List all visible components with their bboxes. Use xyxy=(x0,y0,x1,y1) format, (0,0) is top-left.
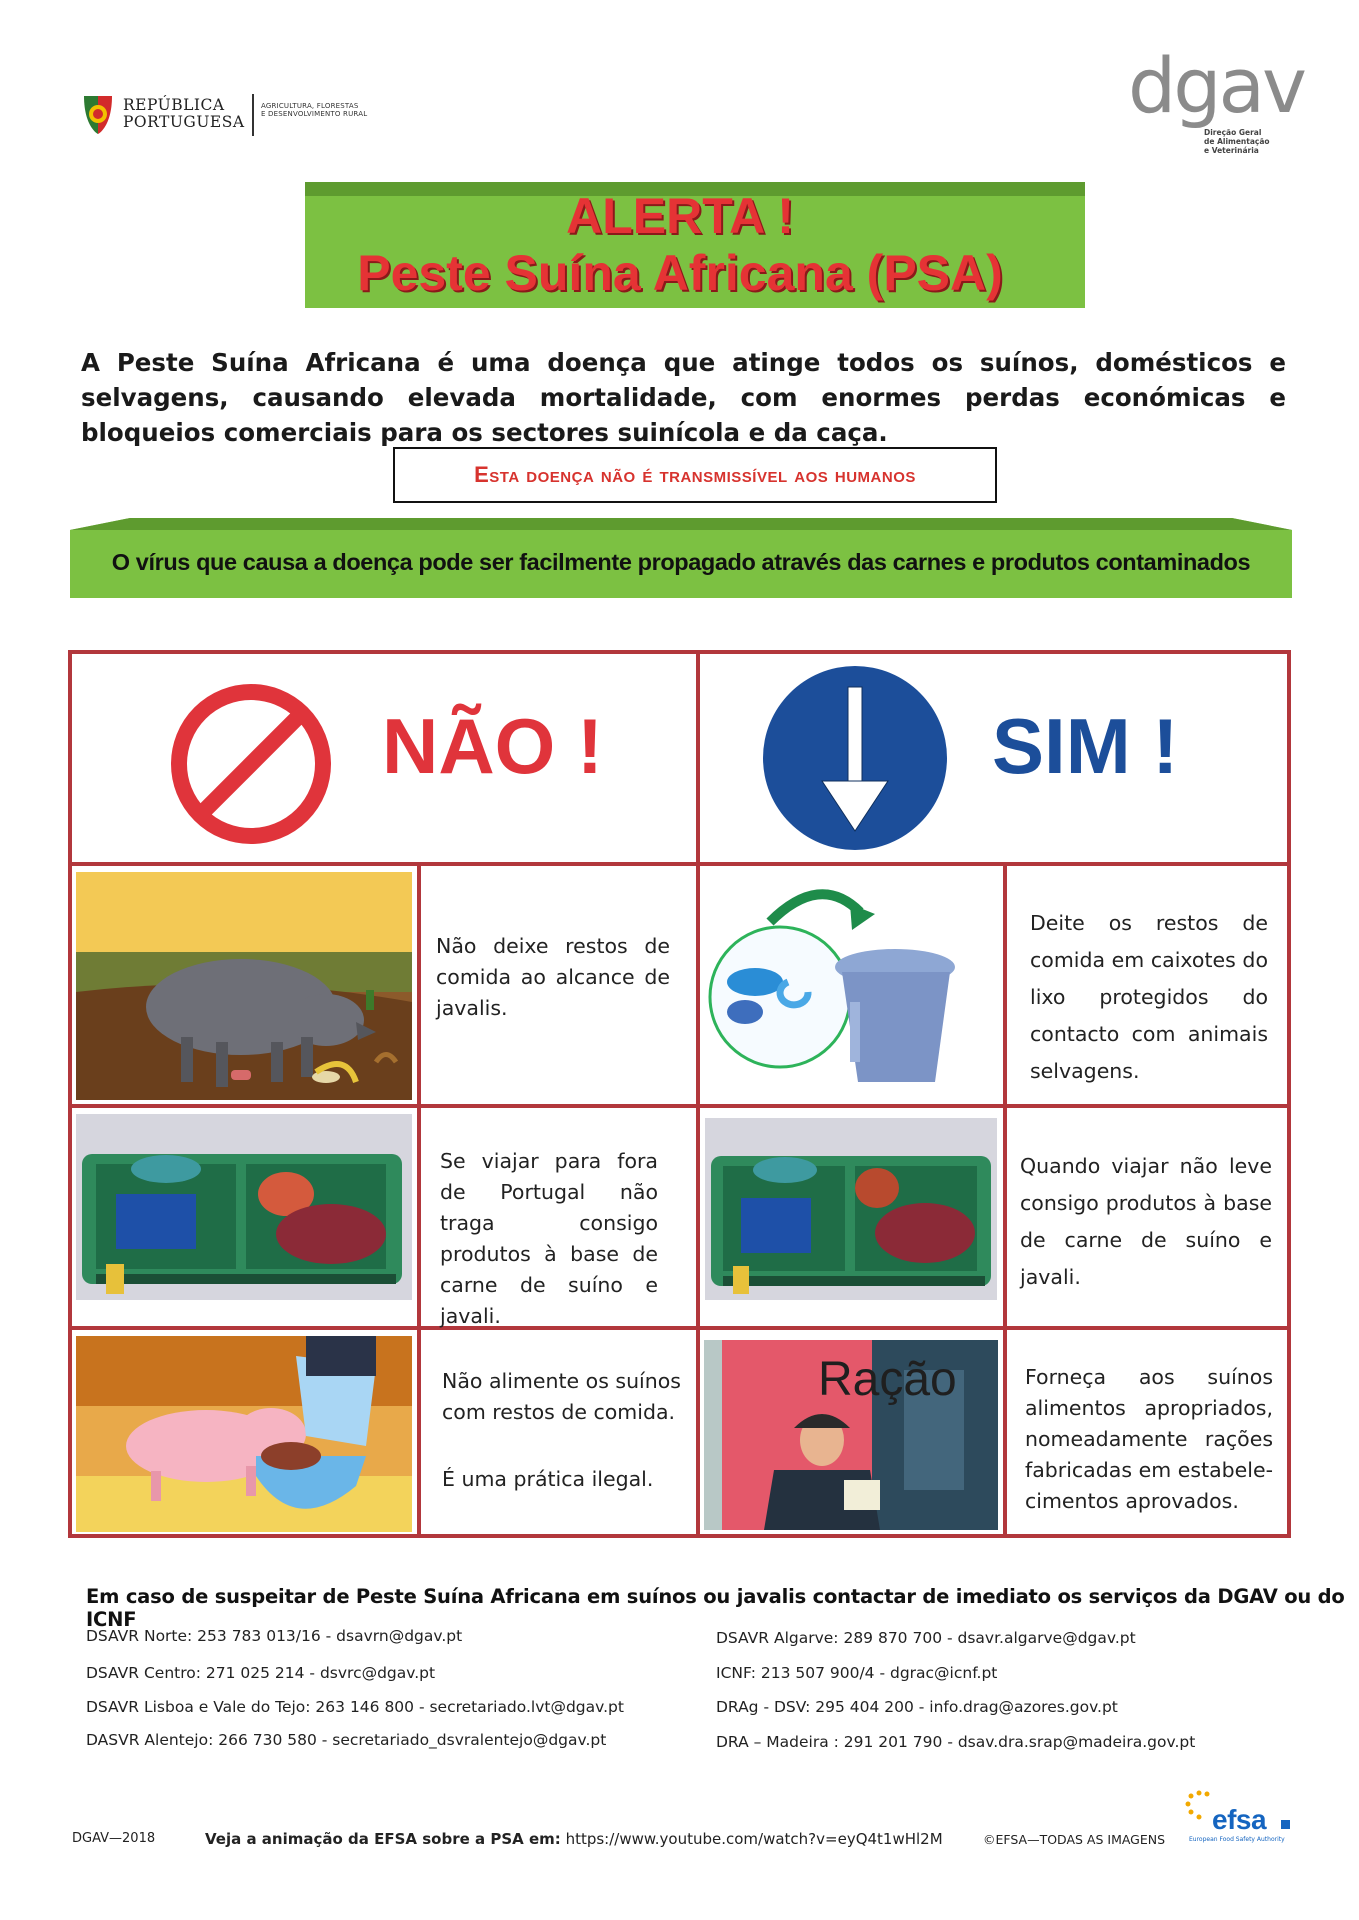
contact-right-3: DRAg - DSV: 295 404 200 - info.drag@azores.gov.pt xyxy=(716,1698,1118,1716)
dgav-line1: Direção Geral xyxy=(1204,128,1262,137)
trash-bin-illustration xyxy=(700,872,1000,1100)
ministry-line1: AGRICULTURA, FLORESTAS xyxy=(261,102,359,110)
row3-no-text-1: Não alimente os suínos com restos de comida. xyxy=(442,1369,681,1424)
alert-title xyxy=(305,188,1055,302)
not-transmissible-text: Esta doença não é transmissível aos humanos xyxy=(474,462,916,487)
table-divider-right xyxy=(1003,866,1007,1538)
dgav-line2: de Alimentação xyxy=(1204,137,1270,146)
contact-right-4: DRA – Madeira : 291 201 790 - dsav.dra.srap@madeira.gov.pt xyxy=(716,1733,1196,1751)
contact-right-2: ICNF: 213 507 900/4 - dgrac@icnf.pt xyxy=(716,1664,998,1682)
mandatory-arrow-icon xyxy=(760,663,950,853)
row1-yes-text: Deite os restos de comida em caixotes do lixo protegidos do contacto com animais selvagens. xyxy=(1030,911,1268,1083)
sim-label: SIM ! xyxy=(992,702,1179,790)
contact-left-4: DASVR Alentejo: 266 730 580 - secretariado_dsvralentejo@dgav.pt xyxy=(86,1731,607,1749)
republica-line2: PORTUGUESA xyxy=(123,113,245,131)
republica-emblem xyxy=(80,92,116,136)
suitcase-clean-illustration xyxy=(705,1118,997,1300)
republica-portuguesa-text xyxy=(123,97,245,131)
pig-feeding-illustration xyxy=(76,1336,412,1532)
row1-no-text: Não deixe restos de comida ao alcance de javalis. xyxy=(436,934,670,1020)
alert-title-line2: Peste Suína Africana (PSA) xyxy=(357,245,1003,301)
ministry-text xyxy=(261,102,367,118)
contact-left-1: DSAVR Norte: 253 783 013/16 - dsavrn@dgav.pt xyxy=(86,1627,463,1645)
contact-right-1: DSAVR Algarve: 289 870 700 - dsavr.algarve@dgav.pt xyxy=(716,1629,1136,1647)
row3-yes-text: Forneça aos suínos alimentos apropriados, nomeadamente rações fabricadas em estabele-cimentos aprovados. xyxy=(1025,1365,1273,1513)
footer-video-line xyxy=(205,1830,943,1848)
suitcase-meat-illustration xyxy=(76,1114,412,1300)
alert-title-line1: ALERTA ! xyxy=(566,188,794,244)
footer-video-link[interactable]: https://www.youtube.com/watch?v=eyQ4t1wHl2M xyxy=(565,1830,943,1848)
row2-no-text: Se viajar para fora de Portugal não traga consigo produtos à base de carne de suíno e javali. xyxy=(440,1149,658,1328)
footer-copyright: ©EFSA—TODAS AS IMAGENS xyxy=(983,1832,1166,1847)
footer-video-label: Veja a animação da EFSA sobre a PSA em: xyxy=(205,1830,561,1848)
dgav-subtitle xyxy=(1204,128,1270,155)
contact-left-3: DSAVR Lisboa e Vale do Tejo: 263 146 800 - secretariado.lvt@dgav.pt xyxy=(86,1698,624,1716)
row2-yes-text: Quando viajar não leve consigo produtos à base de carne de suíno e javali. xyxy=(1020,1154,1272,1289)
efsa-subtitle: European Food Safety Authority xyxy=(1189,1836,1285,1843)
nao-label: NÃO ! xyxy=(382,702,603,790)
intro-paragraph: A Peste Suína Africana é uma doença que atinge todos os suínos, domésticos e selvagens, causando elevada mortalidade, com enormes perdas económicas e bloqueios comerciais para os sectores suinícola e da caça. xyxy=(81,348,1286,447)
prohibition-icon xyxy=(165,678,337,850)
efsa-logo-square xyxy=(1281,1820,1290,1829)
row3-no-text-2: É uma prática ilegal. xyxy=(442,1467,654,1491)
table-divider-left xyxy=(417,866,421,1538)
ministry-line2: E DESENVOLVIMENTO RURAL xyxy=(261,110,368,118)
feed-store-sign: Ração xyxy=(818,1353,957,1406)
contact-left-2: DSAVR Centro: 271 025 214 - dsvrc@dgav.pt xyxy=(86,1664,436,1682)
wild-boar-illustration xyxy=(76,872,412,1100)
table-row-line-3 xyxy=(68,1326,1291,1330)
republica-line1: REPÚBLICA xyxy=(123,96,225,114)
footer-year: DGAV—2018 xyxy=(72,1831,156,1846)
dgav-line3: e Veterinária xyxy=(1204,146,1259,155)
efsa-logo: efsa xyxy=(1212,1804,1267,1835)
table-row-line-2 xyxy=(68,1104,1291,1108)
virus-banner-text: O vírus que causa a doença pode ser facilmente propagado através das carnes e produtos contaminados xyxy=(111,549,1251,575)
table-row-line-1 xyxy=(68,862,1291,866)
contact-heading: Em caso de suspeitar de Peste Suína Africana em suínos ou javalis contactar de imediato os serviços da DGAV ou do ICNF xyxy=(86,1585,1345,1631)
header-divider xyxy=(252,94,254,136)
dgav-logo: dgav xyxy=(1128,41,1305,130)
